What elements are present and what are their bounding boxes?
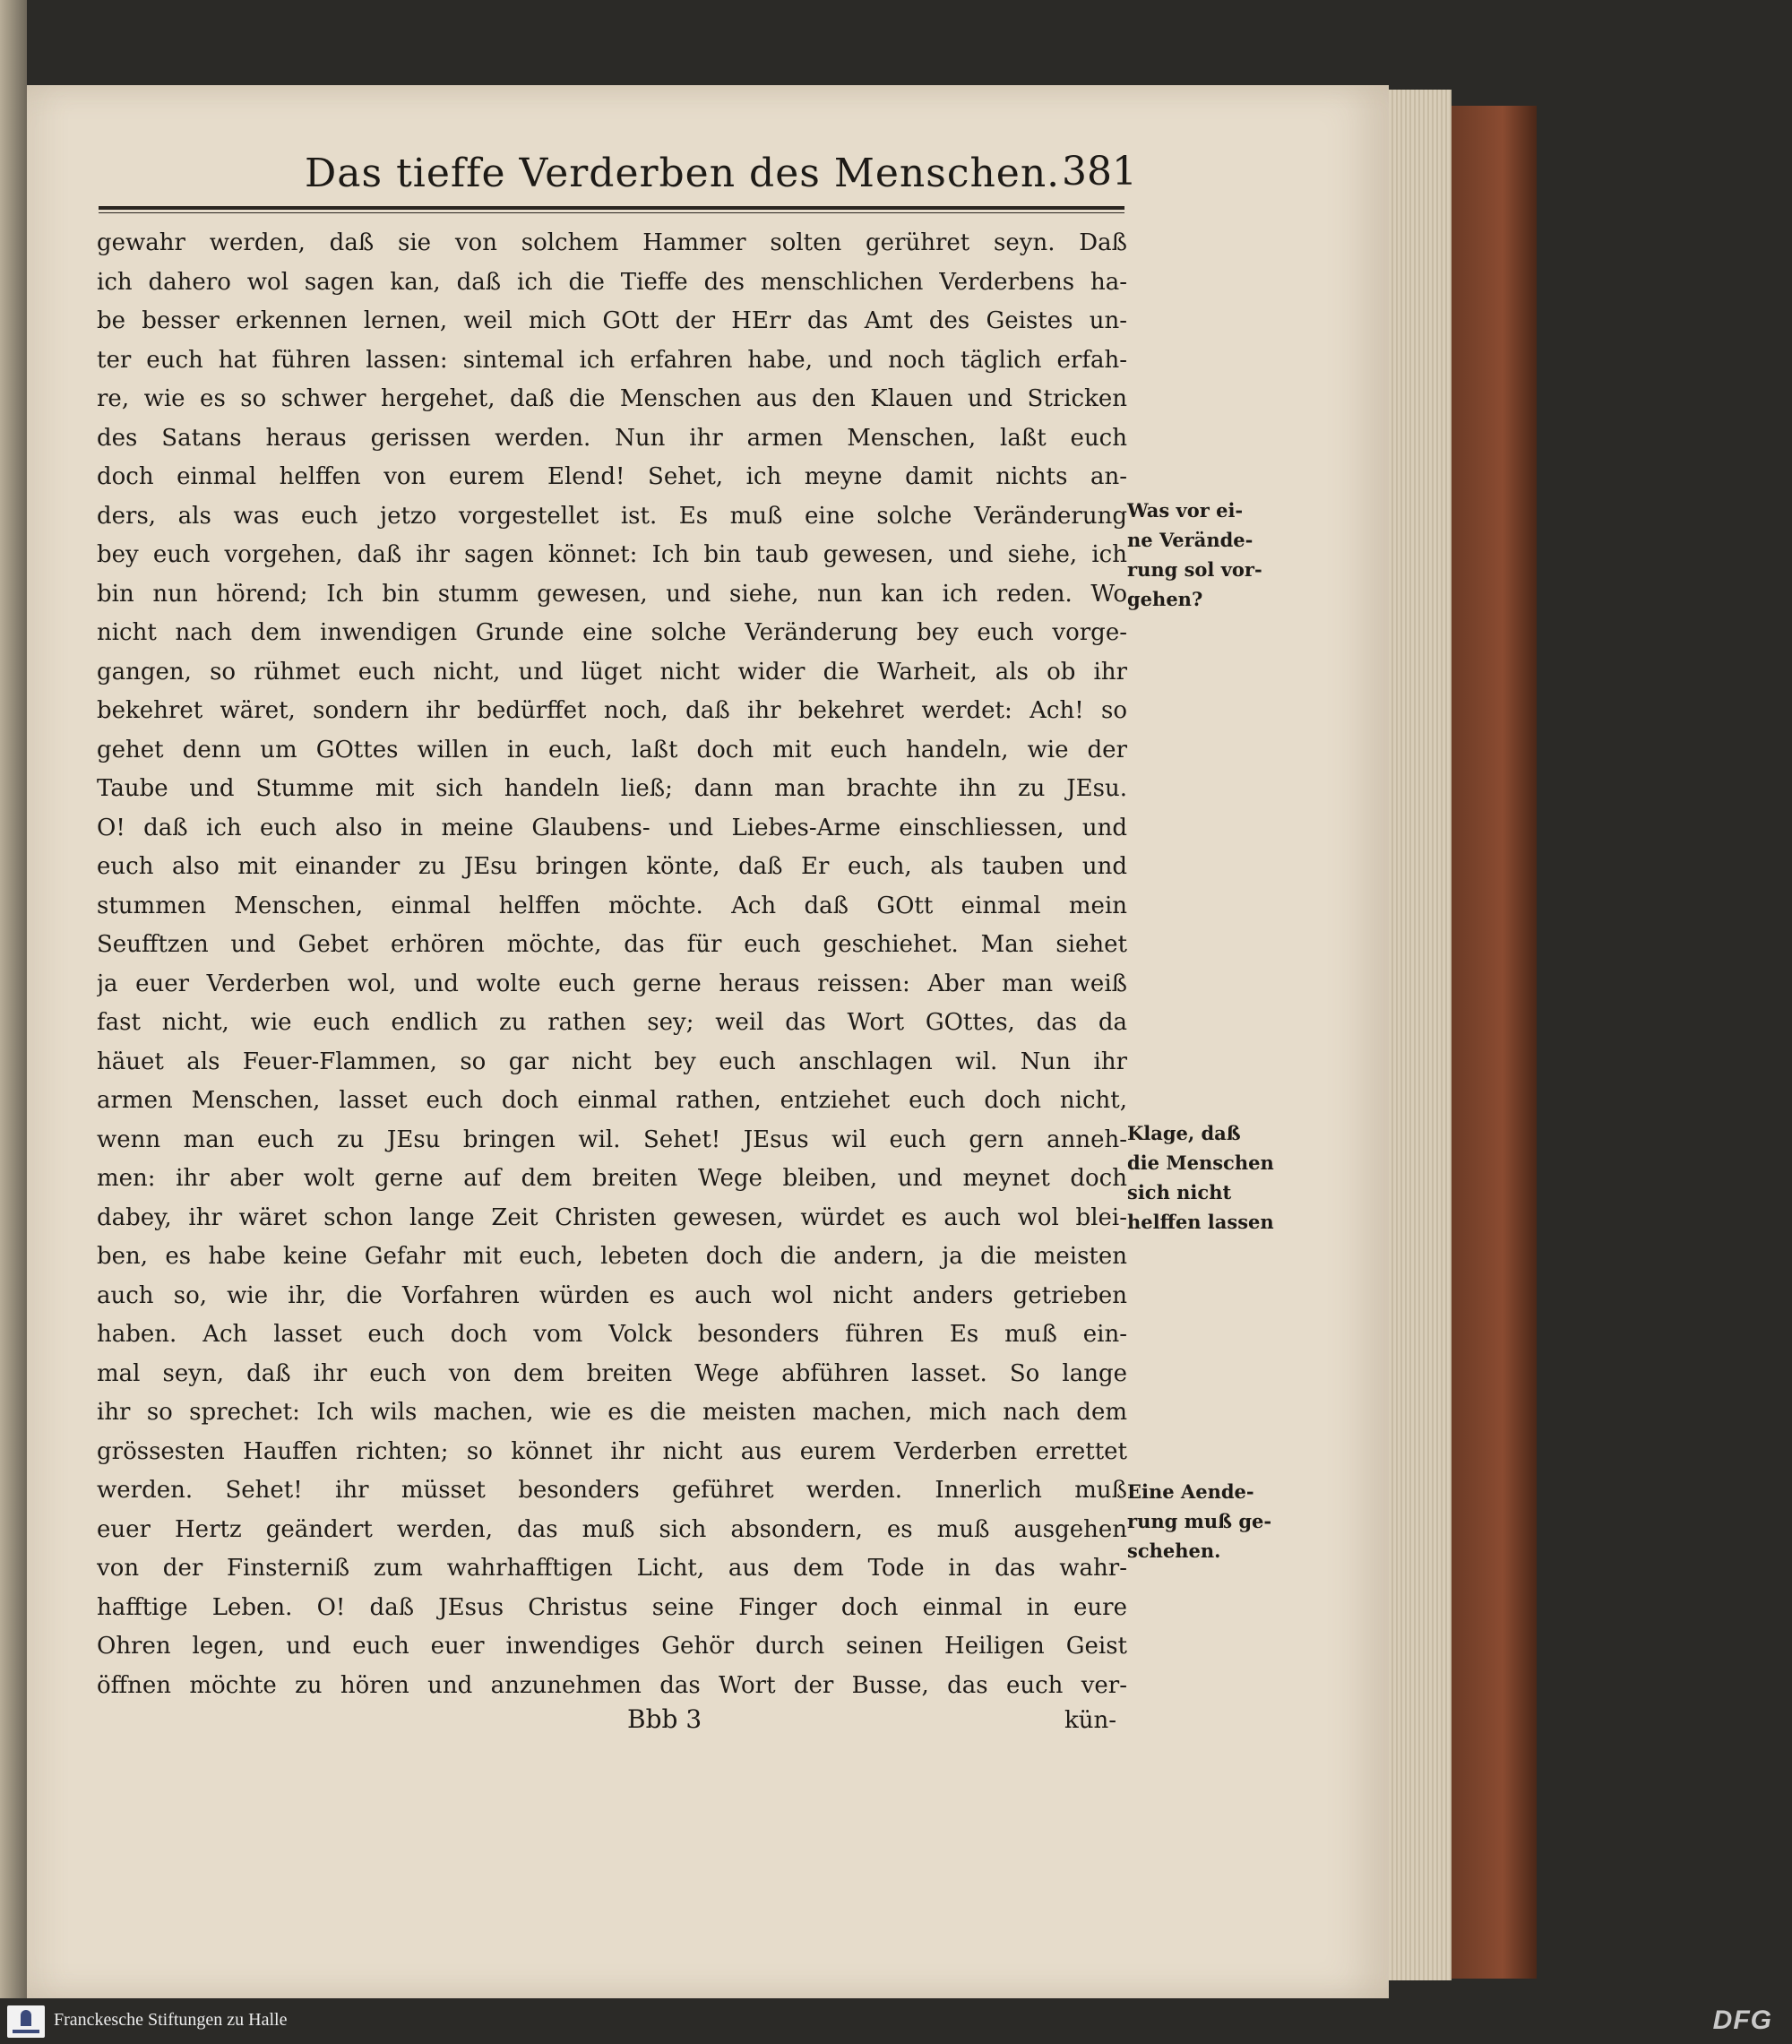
text-line: bey euch vorgehen, daß ihr sagen könnet: Ich bin taub gewesen, und siehe, ich <box>97 541 1127 568</box>
text-line: ders, als was euch jetzo vorgestellet ist. Es muß eine solche Veränderung <box>97 502 1127 530</box>
text-line: doch einmal helffen von eurem Elend! Sehet, ich meyne damit nichts an- <box>97 463 1127 490</box>
margin-note <box>1127 496 1262 614</box>
institution-logo-icon <box>7 2005 45 2038</box>
text-line: ja euer Verderben wol, und wolte euch gerne heraus reissen: Aber man weiß <box>97 970 1127 997</box>
margin-note-line: Eine Aende- <box>1127 1480 1254 1503</box>
text-line: be besser erkennen lernen, weil mich GOtt der HErr das Amt des Geistes un- <box>97 307 1127 334</box>
text-line: O! daß ich euch also in meine Glaubens- und Liebes-Arme einschliessen, und <box>97 814 1127 841</box>
text-line: ter euch hat führen lassen: sintemal ich erfahren habe, und noch täglich erfah- <box>97 346 1127 374</box>
text-line: re, wie es so schwer hergehet, daß die Menschen aus den Klauen und Stricken <box>97 385 1127 412</box>
margin-note <box>1127 1477 1271 1565</box>
text-line: des Satans heraus gerissen werden. Nun ihr armen Menschen, laßt euch <box>97 424 1127 452</box>
text-line: euer Hertz geändert werden, das muß sich absondern, es muß ausgehen <box>97 1515 1127 1543</box>
text-line: men: ihr aber wolt gerne auf dem breiten Wege bleiben, und meynet doch <box>97 1165 1127 1192</box>
margin-note-line: rung sol vor- <box>1127 558 1262 581</box>
text-line: haben. Ach lasset euch doch vom Volck besonders führen Es muß ein- <box>97 1321 1127 1348</box>
text-line: öffnen möchte zu hören und anzunehmen das Wort der Busse, das euch ver- <box>97 1671 1127 1699</box>
margin-note-line: rung muß ge- <box>1127 1510 1272 1532</box>
text-line: fast nicht, wie euch endlich zu rathen sey; weil das Wort GOttes, das da <box>97 1009 1127 1036</box>
margin-note-line: die Menschen <box>1127 1151 1274 1174</box>
text-line: grössesten Hauffen richten; so könnet ihr nicht aus eurem Verderben errettet <box>97 1437 1127 1465</box>
text-line: hafftige Leben. O! daß JEsus Christus seine Finger doch einmal in eure <box>97 1593 1127 1621</box>
text-line: von der Finsterniß zum wahrhafftigen Licht, aus dem Tode in das wahr- <box>97 1555 1127 1582</box>
text-line: auch so, wie ihr, die Vorfahren würden es auch wol nicht anders getrieben <box>97 1281 1127 1309</box>
left-page-edge <box>0 0 27 1998</box>
text-line: werden. Sehet! ihr müsset besonders geführet werden. Innerlich muß <box>97 1477 1127 1504</box>
text-line: ihr so sprechet: Ich wils machen, wie es die meisten machen, mich nach dem <box>97 1399 1127 1426</box>
margin-note-line: gehen? <box>1127 588 1203 610</box>
margin-note <box>1127 1118 1274 1237</box>
page-stack-edge <box>1389 90 1452 1980</box>
text-line: nicht nach dem inwendigen Grunde eine solche Veränderung bey euch vorge- <box>97 619 1127 646</box>
header-rule <box>99 206 1124 210</box>
running-head-title: Das tieffe Verderben des Menschen. <box>305 151 1061 196</box>
margin-note-line: helffen lassen <box>1127 1211 1274 1233</box>
footer-bar <box>0 1998 1792 2044</box>
margin-note-line: Was vor ei- <box>1127 499 1244 522</box>
text-line: stummen Menschen, einmal helffen möchte. Ach daß GOtt einmal mein <box>97 892 1127 919</box>
catchword: kün- <box>1064 1707 1117 1734</box>
header-rule-thin <box>99 212 1124 213</box>
margin-note-line: sich nicht <box>1127 1181 1232 1203</box>
text-line: Taube und Stumme mit sich handeln ließ; dann man brachte ihn zu JEsu. <box>97 775 1127 802</box>
text-line: bekehret wäret, sondern ihr bedürffet noch, daß ihr bekehret werdet: Ach! so <box>97 697 1127 724</box>
text-line: Seufftzen und Gebet erhören möchte, das für euch geschiehet. Man siehet <box>97 931 1127 958</box>
text-line: armen Menschen, lasset euch doch einmal rathen, entziehet euch doch nicht, <box>97 1087 1127 1114</box>
margin-note-line: schehen. <box>1127 1539 1221 1562</box>
page-number: 381 <box>1062 149 1137 194</box>
text-line: ich dahero wol sagen kan, daß ich die Tieffe des menschlichen Verderbens ha- <box>97 268 1127 296</box>
text-line: gewahr werden, daß sie von solchem Hammer solten gerühret seyn. Daß <box>97 229 1127 256</box>
text-line: gangen, so rühmet euch nicht, und lüget nicht wider die Warheit, als ob ihr <box>97 658 1127 686</box>
text-line: häuet als Feuer-Flammen, so gar nicht bey euch anschlagen wil. Nun ihr <box>97 1048 1127 1075</box>
book-cover-edge <box>1452 106 1537 1979</box>
text-line: euch also mit einander zu JEsu bringen könte, daß Er euch, als tauben und <box>97 853 1127 880</box>
text-line: gehet denn um GOttes willen in euch, laßt doch mit euch handeln, wie der <box>97 736 1127 763</box>
institution-name: Franckesche Stiftungen zu Halle <box>54 2010 288 2030</box>
margin-note-line: ne Verände- <box>1127 529 1254 551</box>
text-line: bin nun hörend; Ich bin stumm gewesen, und siehe, nun kan ich reden. Wo <box>97 580 1127 608</box>
text-line: mal seyn, daß ihr euch von dem breiten Wege abführen lasset. So lange <box>97 1359 1127 1387</box>
text-line: Ohren legen, und euch euer inwendiges Gehör durch seinen Heiligen Geist <box>97 1633 1127 1660</box>
body-text <box>97 224 1127 1705</box>
signature-mark: Bbb 3 <box>627 1704 702 1734</box>
text-line: ben, es habe keine Gefahr mit euch, lebeten doch die andern, ja die meisten <box>97 1243 1127 1270</box>
margin-note-line: Klage, daß <box>1127 1122 1241 1144</box>
text-line: dabey, ihr wäret schon lange Zeit Christen gewesen, würdet es auch wol blei- <box>97 1203 1127 1231</box>
dfg-logo: DFG <box>1712 2005 1772 2035</box>
text-line: wenn man euch zu JEsu bringen wil. Sehet! JEsus wil euch gern anneh- <box>97 1125 1127 1153</box>
